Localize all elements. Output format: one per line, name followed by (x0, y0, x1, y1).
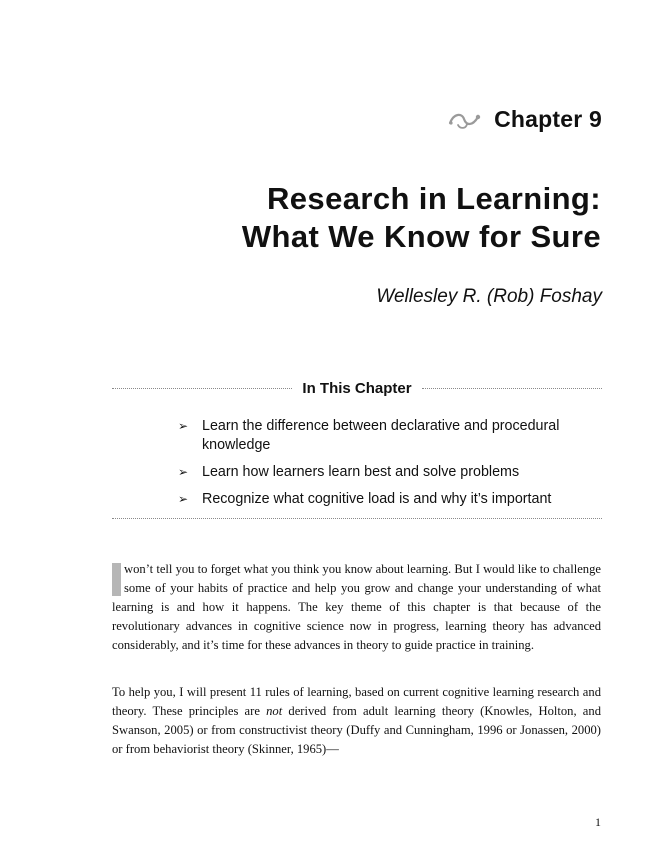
dotted-divider-bottom (112, 518, 602, 519)
objective-item (178, 463, 598, 482)
objective-item (178, 490, 598, 509)
body-paragraph-1 (112, 560, 601, 655)
drop-cap (112, 563, 121, 596)
chapter-label (448, 106, 602, 133)
paragraph-1-text: won’t tell you to forget what you think you know about learning. But I would like to challenge some of your habits of practice and help you grow and change your understanding of what learning is and how it happens. The key theme of this chapter is that because of the revolutionary advances in cognitive science now in progress, learning theory has advanced considerably, and it’s time for these advances in theory to guide practice in training. (112, 562, 601, 652)
dotted-divider-left (112, 388, 292, 389)
author-name: Wellesley R. (Rob) Foshay (376, 286, 602, 307)
arrowhead-bullet-icon: ➢ (178, 492, 189, 506)
chapter-title (242, 180, 601, 256)
emphasis-not: not (266, 703, 283, 718)
chapter-number: Chapter 9 (494, 106, 602, 132)
chapter-title-line1: Research in Learning: (267, 181, 601, 216)
objective-text: Recognize what cognitive load is and why it’s important (202, 491, 552, 507)
in-this-chapter-header (112, 380, 602, 397)
objective-text: Learn the difference between declarative and procedural knowledge (202, 418, 560, 453)
in-this-chapter-heading: In This Chapter (302, 380, 412, 397)
dotted-divider-right (422, 388, 602, 389)
body-paragraph-2 (112, 683, 601, 759)
paragraph-2-text-start: To help you, I will present 11 rules of learning, based on current cognitive learning research and theory. These principles are (112, 685, 601, 718)
chapter-objectives-list (178, 417, 598, 517)
objective-text: Learn how learners learn best and solve problems (202, 464, 520, 480)
objective-item (178, 417, 598, 455)
page-number: 1 (595, 815, 601, 829)
chapter-title-line2: What We Know for Sure (241, 219, 601, 254)
arrowhead-bullet-icon: ➢ (178, 465, 189, 479)
fleuron-icon (448, 109, 482, 131)
arrowhead-bullet-icon: ➢ (178, 419, 189, 433)
paragraph-2-text-end: derived from adult learning theory (Knowles, Holton, and Swanson, 2005) or from constructivist theory (Duffy and Cunningham, 1996 or Jonassen, 2000) or from behaviorist theory (Skinner, 1965)— (112, 703, 601, 756)
